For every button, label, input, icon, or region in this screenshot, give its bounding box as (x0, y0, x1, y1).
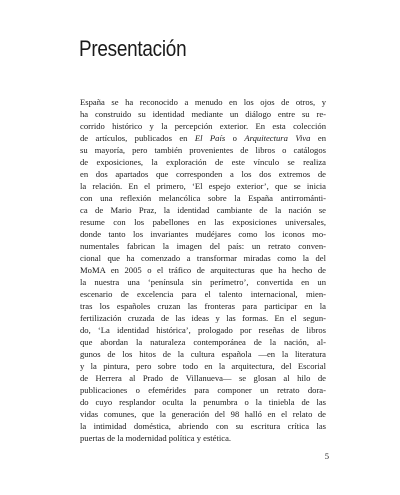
page-title: Presentación (79, 36, 187, 61)
body-line: puertas de la modernidad política y estética. (80, 433, 232, 444)
body-line: corrido histórico y la percepción exterior. En esta colección (80, 121, 326, 132)
body-line: su mayoría, pero también provenientes de libros o catálogos (80, 145, 326, 156)
body-line: ha construido su identidad mediante un diálogo entre su re- (80, 109, 326, 120)
body-line: de artículos, publicados en El País o Arquitectura Viva en (80, 133, 326, 144)
body-line: España se ha reconocido a menudo en los ojos de otros, y (80, 97, 326, 107)
body-line: y la pintura, pero sobre todo en la arquitectura, del Escorial (80, 361, 326, 372)
body-line: cional que ha comenzado a transformar miradas como la del (80, 253, 326, 264)
page-number: 5 (324, 451, 329, 461)
body-line: numentales fabrican la imagen del país: un retrato conven- (80, 241, 326, 252)
body-line: en dos apartados que corresponden a los dos extremos de (80, 169, 326, 180)
body-line: fertilización cruzada de las ideas y las formas. En el segun- (80, 313, 326, 324)
body-line: donde tanto los invariantes mudéjares como los iconos mo- (80, 229, 326, 240)
body-line: que abordan la naturaleza contemporánea de la nación, al- (80, 337, 326, 348)
body-paragraph (80, 96, 326, 444)
body-line: do cuyo resplandor oculta la penumbra o la tiniebla de las (80, 397, 326, 408)
body-line: la relación. En el primero, ‘El espejo exterior’, que se inicia (80, 181, 326, 192)
body-line: la intimidad doméstica, abriendo con su escritura crítica las (80, 421, 326, 432)
body-line: publicaciones o efemérides para componer un retrato dora- (80, 385, 326, 396)
body-line: resume con los pabellones en las exposiciones universales, (80, 217, 326, 228)
body-line: la nuestra una ‘península sin perímetro’, convertida en un (80, 277, 326, 288)
body-line: MoMA en 2005 o el tráfico de arquitecturas que ha hecho de (80, 265, 326, 276)
body-line: escenario de excelencia para el talento internacional, mien- (80, 289, 326, 300)
body-line: do, ‘La identidad histórica’, prologado por reseñas de libros (80, 325, 326, 336)
body-line: tras los españoles cruzan las fronteras para participar en la (80, 301, 326, 312)
body-line: con una reflexión melancólica sobre la España antirrománti- (80, 193, 326, 204)
body-line: de exposiciones, la exploración de este vínculo se realiza (80, 157, 326, 168)
body-line: de Herrera al Prado de Villanueva— se glosan al hilo de (80, 373, 326, 384)
body-line: vidas comunes, que la generación del 98 halló en el relato de (80, 409, 326, 420)
body-line: gunos de los hitos de la cultura española —en la literatura (80, 349, 326, 360)
body-line: ca de Mario Praz, la identidad cambiante de la nación se (80, 205, 326, 216)
